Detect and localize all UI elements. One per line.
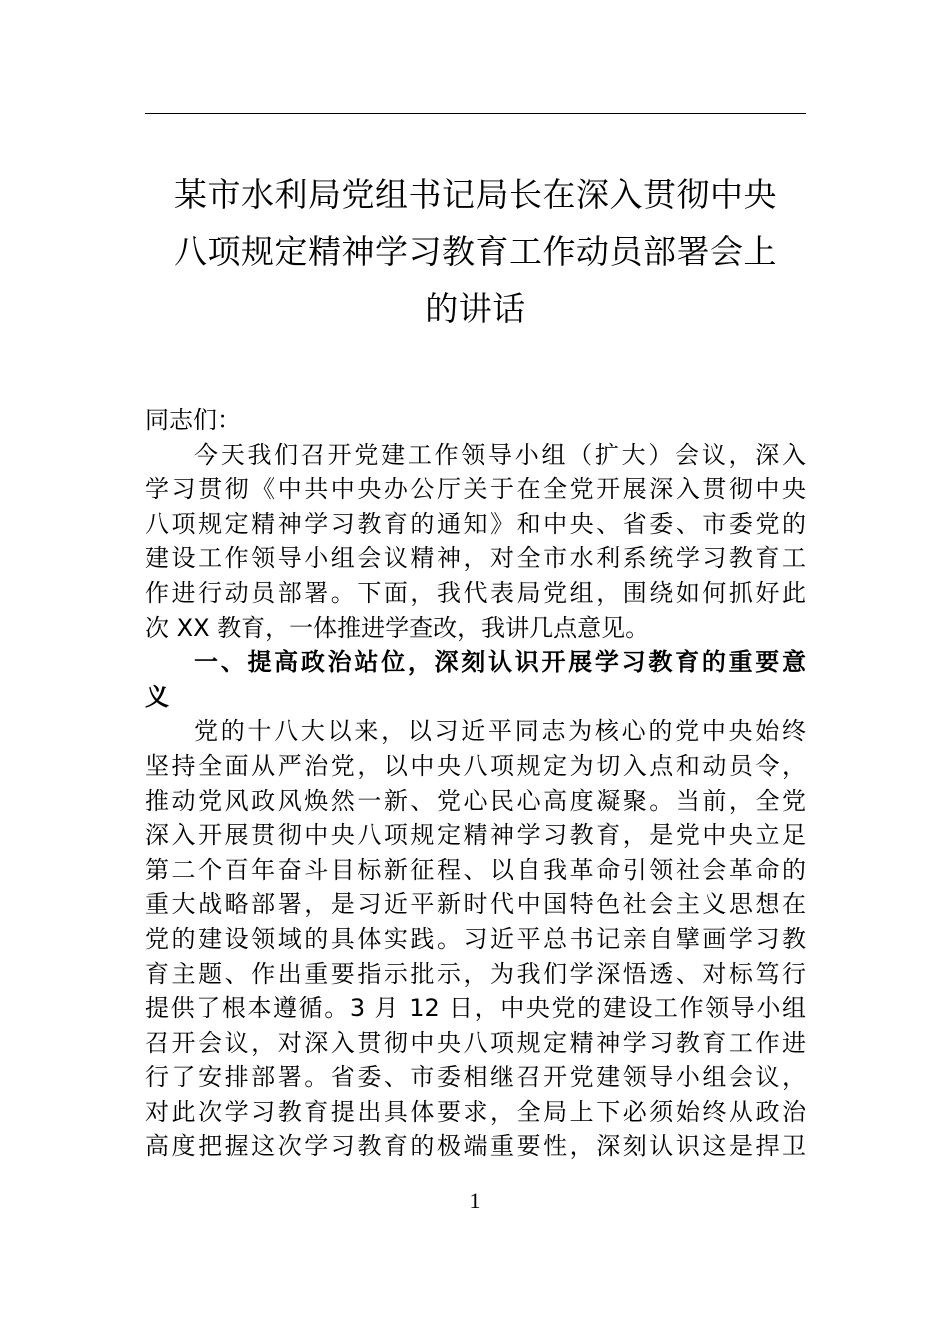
- text-line: 八项规定精神学习教育的通知》和中央、省委、市委党的: [145, 509, 806, 538]
- text-line: 学习贯彻《中共中央办公厅关于在全党开展深入贯彻中央: [145, 475, 806, 504]
- title-line: 某市水利局党组书记局长在深入贯彻中央: [174, 175, 777, 214]
- text-line: 推动党风政风焕然一新、党心民心高度凝聚。当前，全党: [145, 786, 806, 815]
- document-body: [145, 403, 806, 1164]
- text-line: 深入开展贯彻中央八项规定精神学习教育，是党中央立足: [145, 821, 806, 850]
- document-title: [145, 166, 806, 337]
- section-heading-1: [145, 645, 806, 714]
- text-line: 第二个百年奋斗目标新征程、以自我革命引领社会革命的: [145, 855, 806, 884]
- paragraph-opening: [145, 438, 806, 646]
- text-line: 对此次学习教育提出具体要求，全局上下必须始终从政治: [145, 1097, 806, 1126]
- text-line: 高度把握这次学习教育的极端重要性，深刻认识这是捍卫: [145, 1132, 806, 1161]
- paragraph-section-1: [145, 714, 806, 1164]
- text-line: 今天我们召开党建工作领导小组（扩大）会议，深入: [194, 440, 806, 469]
- title-line: 八项规定精神学习教育工作动员部署会上: [174, 232, 777, 271]
- title-line: 的讲话: [425, 289, 526, 328]
- text-line: 提供了根本遵循。3 月 12 日，中央党的建设工作领导小组: [145, 994, 806, 1023]
- text-line: 作进行动员部署。下面，我代表局党组，围绕如何抓好此: [145, 578, 806, 607]
- text-line: 建设工作领导小组会议精神，对全市水利系统学习教育工: [145, 544, 806, 573]
- text-line: 重大战略部署，是习近平新时代中国特色社会主义思想在: [145, 890, 806, 919]
- page-number: 1: [469, 1188, 481, 1213]
- text-line: 党的建设领域的具体实践。习近平总书记亲自擘画学习教: [145, 924, 806, 953]
- header-rule: [145, 113, 806, 114]
- heading-line: 义: [145, 682, 169, 711]
- text-line: 党的十八大以来，以习近平同志为核心的党中央始终: [194, 717, 806, 746]
- text-line: 行了安排部署。省委、市委相继召开党建领导小组会议，: [145, 1063, 806, 1092]
- text-line: 召开会议，对深入贯彻中央八项规定精神学习教育工作进: [145, 1028, 806, 1057]
- text-line: 次 XX 教育，一体推进学查改，我讲几点意见。: [145, 613, 650, 642]
- heading-line: 一、提高政治站位，深刻认识开展学习教育的重要意: [194, 648, 806, 677]
- text-line: 坚持全面从严治党，以中央八项规定为切入点和动员令，: [145, 751, 806, 780]
- text-line: 育主题、作出重要指示批示，为我们学深悟透、对标笃行: [145, 959, 806, 988]
- salutation: 同志们：: [145, 406, 241, 434]
